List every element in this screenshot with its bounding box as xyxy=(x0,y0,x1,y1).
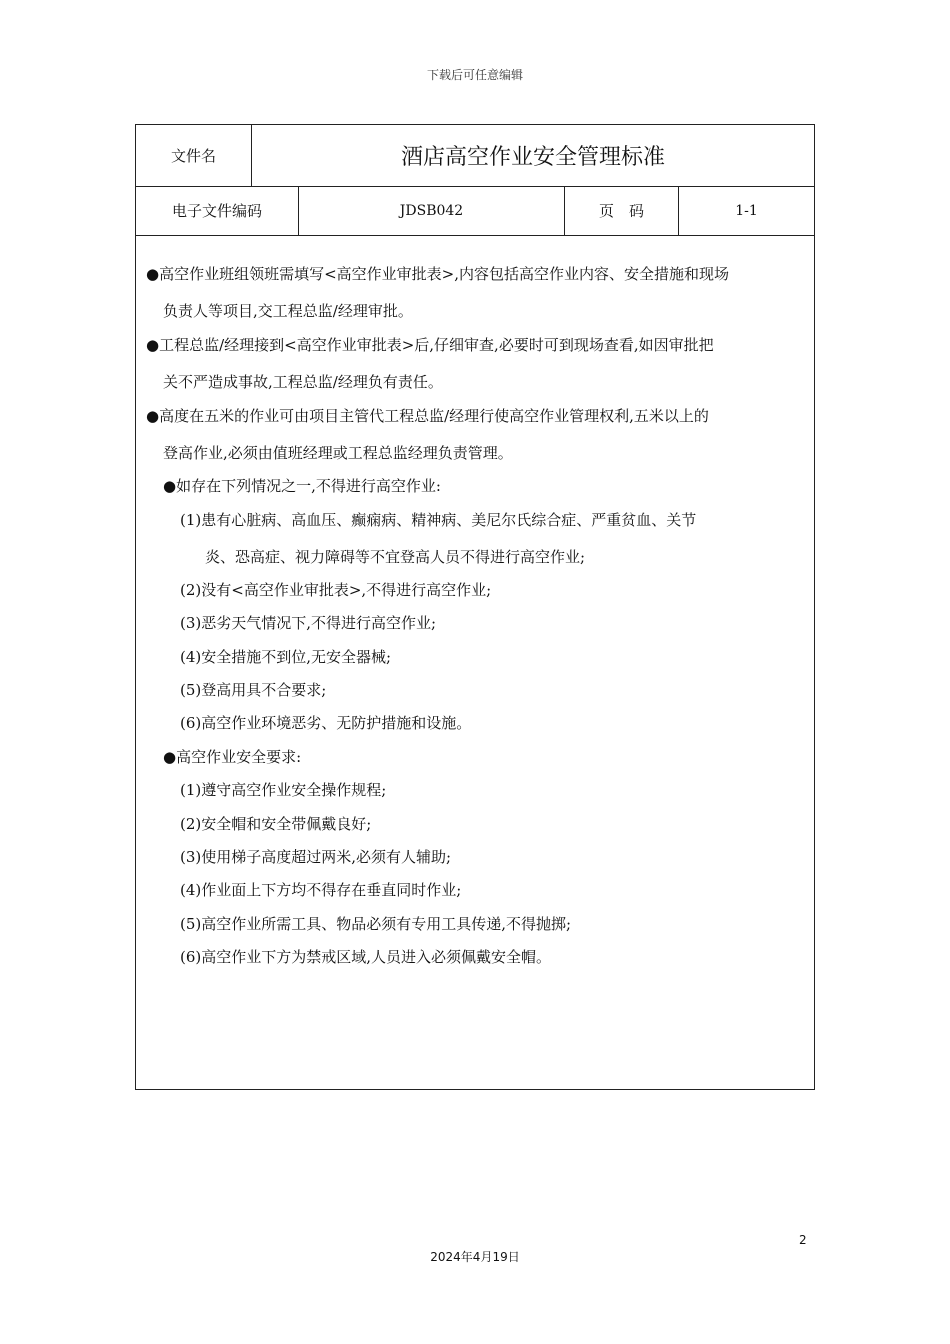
content-line: (4)作业面上下方均不得存在垂直同时作业; xyxy=(180,881,462,899)
content-line: (2)没有<高空作业审批表>,不得进行高空作业; xyxy=(180,581,492,599)
content-line: (2)安全帽和安全带佩戴良好; xyxy=(180,815,372,833)
content-line: (6)高空作业环境恶劣、无防护措施和设施。 xyxy=(180,714,472,732)
file-name-label: 文件名 xyxy=(136,125,252,186)
title-row xyxy=(136,125,814,187)
content-line: (1)患有心脏病、高血压、癫痫病、精神病、美尼尔氏综合症、严重贫血、关节 xyxy=(180,511,697,529)
document-table xyxy=(135,124,815,1090)
content-line: ●高度在五米的作业可由项目主管代工程总监/经理行使高空作业管理权利,五米以上的 xyxy=(146,407,709,425)
content-line: 登高作业,必须由值班经理或工程总监经理负责管理。 xyxy=(163,444,513,462)
content-line: (3)使用梯子高度超过两米,必须有人辅助; xyxy=(180,848,452,866)
content-line: ●高空作业班组领班需填写<高空作业审批表>,内容包括高空作业内容、安全措施和现场 xyxy=(146,265,729,283)
document-title: 酒店高空作业安全管理标准 xyxy=(400,145,665,170)
code-label: 电子文件编码 xyxy=(136,186,299,235)
content-line: ●高空作业安全要求: xyxy=(163,748,302,766)
code-value: JDSB042 xyxy=(299,186,565,235)
content-line: (3)恶劣天气情况下,不得进行高空作业; xyxy=(180,614,437,632)
content-line: 负责人等项目,交工程总监/经理审批。 xyxy=(163,302,413,320)
header-note: 下载后可任意编辑 xyxy=(426,68,523,82)
content-line: (6)高空作业下方为禁戒区域,人员进入必须佩戴安全帽。 xyxy=(180,948,552,966)
info-row xyxy=(136,186,814,236)
content-line: ●工程总监/经理接到<高空作业审批表>后,仔细审查,必要时可到现场查看,如因审批把 xyxy=(146,336,714,354)
content-line: ●如存在下列情况之一,不得进行高空作业: xyxy=(163,477,441,495)
content-line: 炎、恐高症、视力障碍等不宜登高人员不得进行高空作业; xyxy=(205,548,586,566)
page-label: 页 码 xyxy=(565,186,679,235)
footer-date: 2024年4月19日 xyxy=(430,1250,520,1264)
content-line: (1)遵守高空作业安全操作规程; xyxy=(180,781,387,799)
content-line: (4)安全措施不到位,无安全器械; xyxy=(180,648,392,666)
content-line: (5)登高用具不合要求; xyxy=(180,681,327,699)
page-number: 2 xyxy=(799,1233,807,1247)
content-line: (5)高空作业所需工具、物品必须有专用工具传递,不得抛掷; xyxy=(180,915,572,933)
page-value: 1-1 xyxy=(735,202,758,219)
content-line: 关不严造成事故,工程总监/经理负有责任。 xyxy=(163,373,443,391)
